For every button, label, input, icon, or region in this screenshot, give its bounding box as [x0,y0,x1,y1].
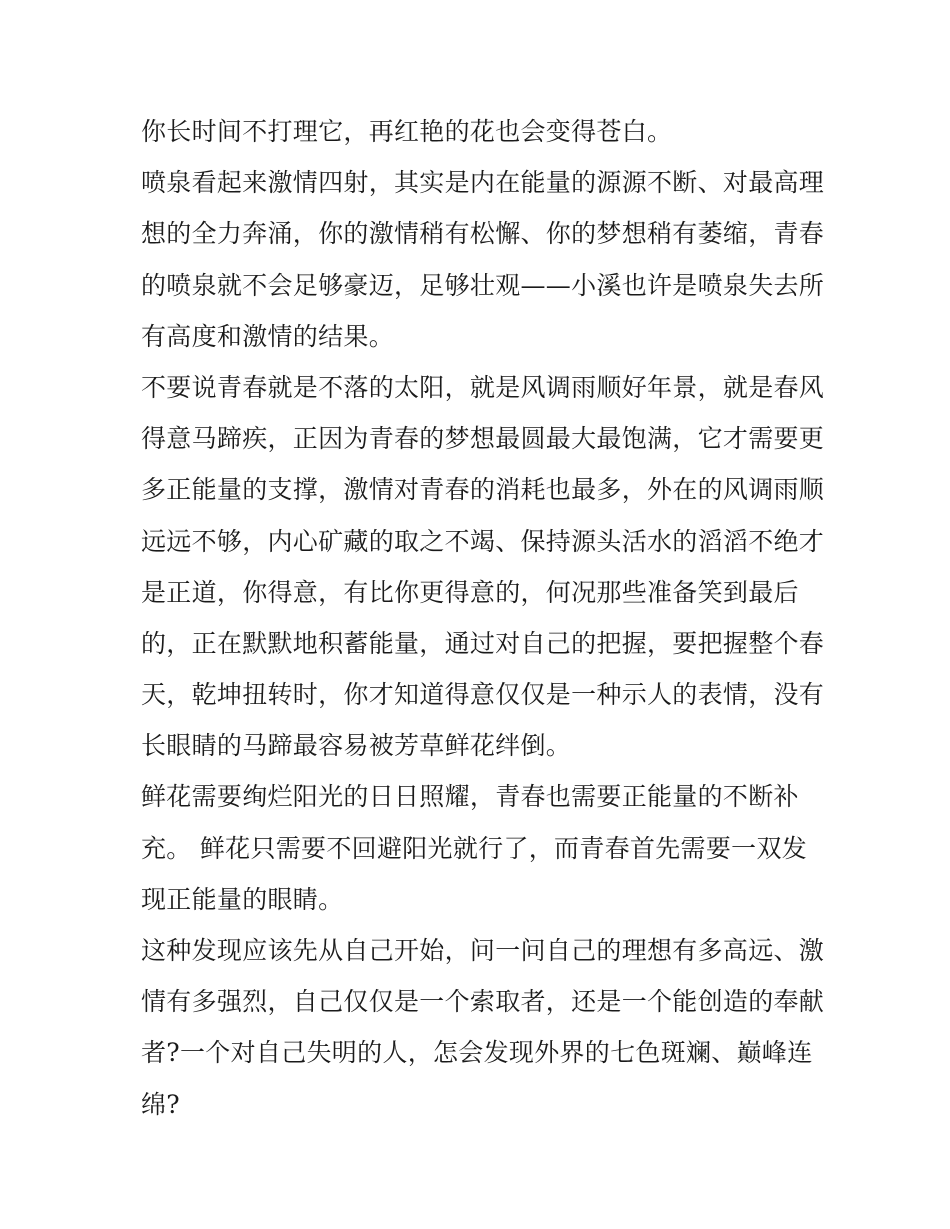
text-line: 的喷泉就不会足够豪迈，足够壮观——小溪也许是喷泉失去所 [141,270,825,300]
text-line: 充。 鲜花只需要不回避阳光就行了，而青春首先需要一双发 [141,833,808,863]
text-line: 远远不够，内心矿藏的取之不竭、保持源头活水的滔滔不绝才 [141,526,825,556]
text-line: 得意马蹄疾，正因为青春的梦想最圆最大最饱满，它才需要更 [141,424,825,454]
text-line: 绵? [141,1089,181,1119]
text-line: 多正能量的支撑，激情对青春的消耗也最多，外在的风调雨顺 [141,475,825,505]
text-line: 是正道，你得意，有比你更得意的，何况那些准备笑到最后 [141,577,799,607]
text-line: 天，乾坤扭转时，你才知道得意仅仅是一种示人的表情，没有 [141,680,825,710]
text-line: 这种发现应该先从自己开始，问一问自己的理想有多高远、激 [141,936,825,965]
text-line: 鲜花需要绚烂阳光的日日照耀，青春也需要正能量的不断补 [141,782,799,812]
text-line: 情有多强烈，自己仅仅是一个索取者，还是一个能创造的奉献 [141,987,825,1017]
text-line: 的，正在默默地积蓄能量，通过对自己的把握，要把握整个春 [141,628,825,658]
text-line: 有高度和激情的结果。 [141,321,395,351]
text-line: 喷泉看起来激情四射，其实是内在能量的源源不断、对最高理 [141,168,825,198]
text-line: 现正能量的眼睛。 [141,884,344,914]
text-line: 不要说青春就是不落的太阳，就是风调雨顺好年景，就是春风 [141,372,825,402]
text-line: 长眼睛的马蹄最容易被芳草鲜花绊倒。 [141,731,572,761]
body-text [141,106,825,1130]
text-line: 想的全力奔涌，你的激情稍有松懈、你的梦想稍有萎缩，青春 [141,219,825,249]
text-line: 者?一个对自己失明的人，怎会发现外界的七色斑斓、巅峰连 [141,1038,813,1068]
text-line: 你长时间不打理它，再红艳的花也会变得苍白。 [141,117,673,146]
